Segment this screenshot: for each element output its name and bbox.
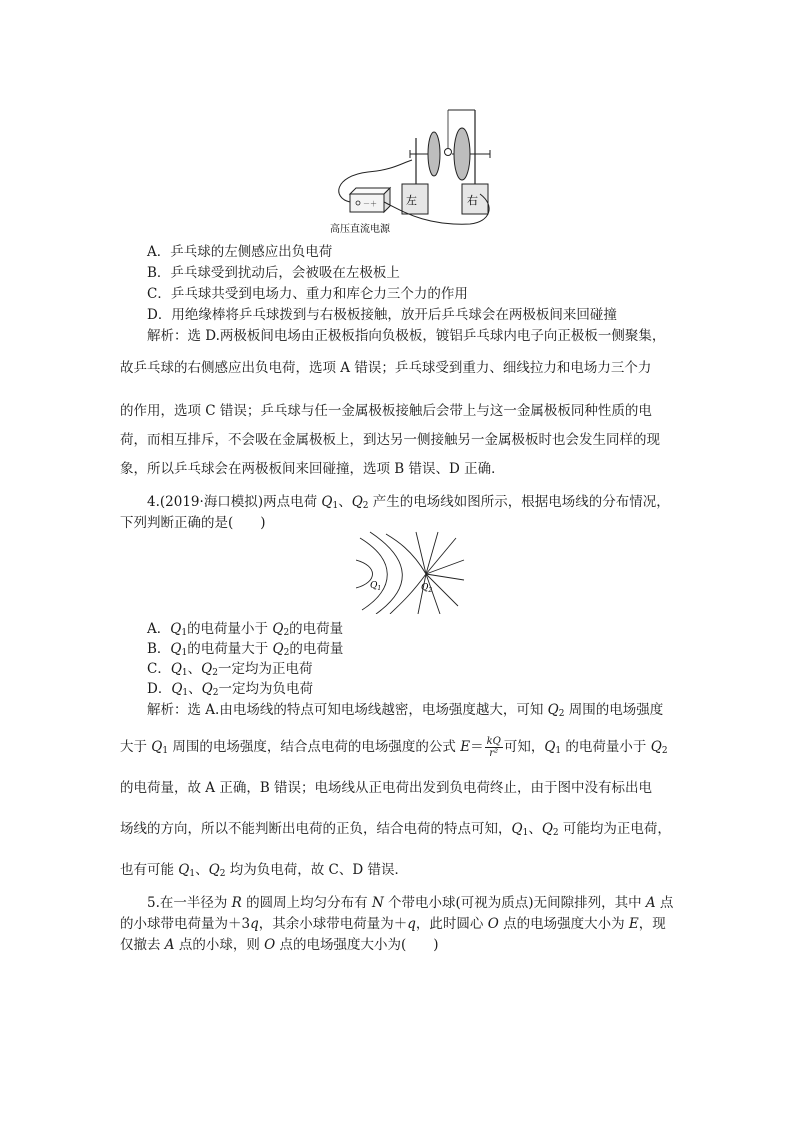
field-formula-fraction: $\frac{kQ}{\text{r²}}$ — [486, 736, 501, 759]
q3-solution-line-2: 故乒乓球的右侧感应出负电荷，选项 A 错误；乒乓球受到重力、细线拉力和电场力三个力 — [120, 360, 652, 376]
left-plate — [428, 132, 440, 176]
capacitor-apparatus-figure — [330, 102, 500, 238]
q3-option-d: D．用绝缘棒将乒乓球拨到与右极板接触，放开后乒乓球会在两极板间来回碰撞 — [147, 307, 617, 323]
q3-option-b: B．乒乓球受到扰动后，会被吸在左极板上 — [147, 265, 400, 281]
q3-solution-line-1: 解析：选 D.两极板间电场由正极板指向负极板，镀铝乒乓球内电子向正极板一侧聚集， — [147, 328, 666, 344]
figure-q2-label: $Q_2$ — [421, 583, 433, 594]
q4-solution-line-2: 大于 $Q_1$ 周围的电场强度，结合点电荷的电场强度的公式 E＝ $\frac{kQ}{\text{r²}}$ 可知，$Q_1$ 的电荷量小于 $Q_2$ — [120, 736, 668, 759]
q5-stem-line-2: 的小球带电荷量为＋3q，其余小球带电荷量为＋q，此时圆心 O 点的电场强度大小为 E，现 — [120, 916, 666, 932]
q4-option-d: D．$Q_1$、$Q_2$一定均为负电荷 — [147, 681, 313, 698]
q5-stem-line-3: 仅撤去 A 点的小球，则 O 点的电场强度大小为( ) — [120, 937, 439, 953]
q3-solution-line-5: 象，所以乒乓球会在两极板间来回碰撞，选项 B 错误、D 正确． — [120, 461, 505, 477]
left-label: 左 — [406, 194, 417, 207]
q5-stem-line-1: 5.在一半径为 R 的圆周上均匀分布有 N 个带电小球(可视为质点)无间隙排列，其中 A 点 — [147, 895, 674, 911]
svg-text:－＋: －＋ — [363, 200, 377, 208]
q4-solution-line-1: 解析：选 A.由电场线的特点可知电场线越密，电场强度越大，可知 $Q_2$ 周围的电场强度 — [147, 702, 664, 719]
right-plate — [454, 128, 470, 180]
q4-stem-line-2: 下列判断正确的是( ) — [120, 515, 266, 531]
q4-option-a: A．$Q_1$的电荷量小于 $Q_2$的电荷量 — [147, 621, 344, 638]
q3-solution-line-3: 的作用，选项 C 错误；乒乓球与任一金属极板接触后会带上与这一金属极板同种性质的电 — [120, 403, 652, 419]
q4-stem-line-1: 4.(2019·海口模拟)两点电荷 $Q_1$、$Q_2$ 产生的电场线如图所示，根据电场线的分布情况， — [147, 494, 670, 511]
q4-solution-line-5: 也有可能 $Q_1$、$Q_2$ 均为负电荷，故 C、D 错误． — [120, 862, 408, 879]
q4-solution-line-3: 的电荷量，故 A 正确，B 错误；电场线从正电荷出发到负电荷终止，由于图中没有标出电 — [120, 780, 653, 796]
power-caption: 高压直流电源 — [330, 224, 390, 235]
q3-solution-line-4: 荷，而相互排斥，不会吸在金属极板上，到达另一侧接触另一金属极板时也会发生同样的现 — [120, 432, 660, 448]
q3-option-a: A．乒乓球的左侧感应出负电荷 — [147, 244, 333, 260]
q3-option-c: C．乒乓球共受到电场力、重力和库仑力三个力的作用 — [147, 286, 468, 302]
q4-option-c: C．$Q_1$、$Q_2$一定均为正电荷 — [147, 661, 313, 678]
right-label: 右 — [467, 194, 478, 207]
q4-solution-line-4: 场线的方向，所以不能判断出电荷的正负，结合电荷的特点可知，$Q_1$、$Q_2$ 可能均为正电荷， — [120, 821, 671, 838]
ping-pong-ball — [445, 149, 452, 156]
q4-option-b: B．$Q_1$的电荷量大于 $Q_2$的电荷量 — [147, 641, 344, 658]
field-lines-figure — [356, 530, 466, 614]
figure-q1-label: $Q_1$ — [370, 581, 382, 592]
